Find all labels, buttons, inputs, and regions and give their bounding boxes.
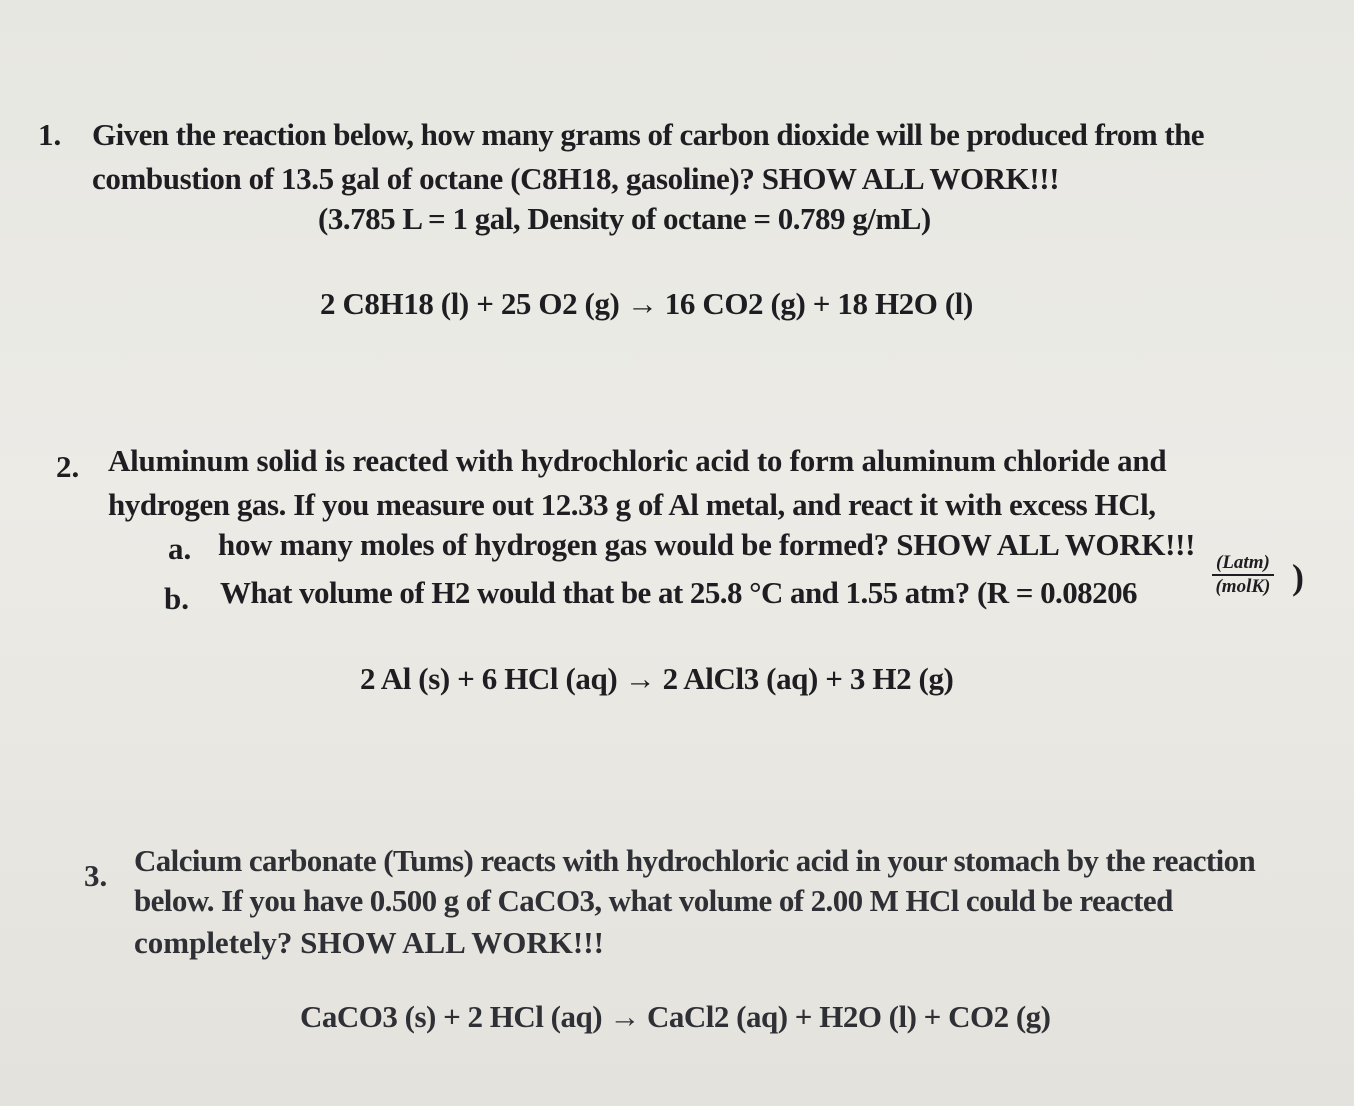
question-2a-text: how many moles of hydrogen gas would be formed? SHOW ALL WORK!!! [218,527,1196,562]
question-3-line-3: completely? SHOW ALL WORK!!! [134,925,604,960]
question-2b-text: What volume of H2 would that be at 25.8 °C and 1.55 atm? (R = 0.08206 [220,575,1137,610]
question-3-line-1: Calcium carbonate (Tums) reacts with hydrochloric acid in your stomach by the reaction [134,843,1256,878]
question-2-line-1: Aluminum solid is reacted with hydrochloric acid to form aluminum chloride and [108,443,1167,478]
question-1-equation: 2 C8H18 (l) + 25 O2 (g) → 16 CO2 (g) + 18 H2O (l) [320,286,973,321]
gas-constant-units-denominator: (molK) [1215,576,1271,597]
question-2a-label: a. [168,531,192,566]
question-3-equation: CaCO3 (s) + 2 HCl (aq) → CaCl2 (aq) + H2O (l) + CO2 (g) [300,999,1051,1034]
question-2-number: 2. [56,449,80,484]
question-1-number: 1. [38,117,62,152]
question-2b-label: b. [164,581,189,616]
gas-constant-units [1212,552,1274,598]
question-2-line-2: hydrogen gas. If you measure out 12.33 g of Al metal, and react it with excess HCl, [108,487,1156,522]
question-1-given-values: (3.785 L = 1 gal, Density of octane = 0.789 g/mL) [318,201,931,236]
gas-constant-units-numerator: (Latm) [1212,552,1274,576]
question-3-number: 3. [84,858,108,893]
question-1-line-2: combustion of 13.5 gal of octane (C8H18, gasoline)? SHOW ALL WORK!!! [92,161,1060,196]
question-3-line-2: below. If you have 0.500 g of CaCO3, what volume of 2.00 M HCl could be reacted [134,883,1173,918]
question-2-equation: 2 Al (s) + 6 HCl (aq) → 2 AlCl3 (aq) + 3 H2 (g) [360,661,954,696]
question-1-line-1: Given the reaction below, how many grams of carbon dioxide will be produced from the [92,117,1204,152]
closing-parenthesis: ) [1292,557,1304,597]
